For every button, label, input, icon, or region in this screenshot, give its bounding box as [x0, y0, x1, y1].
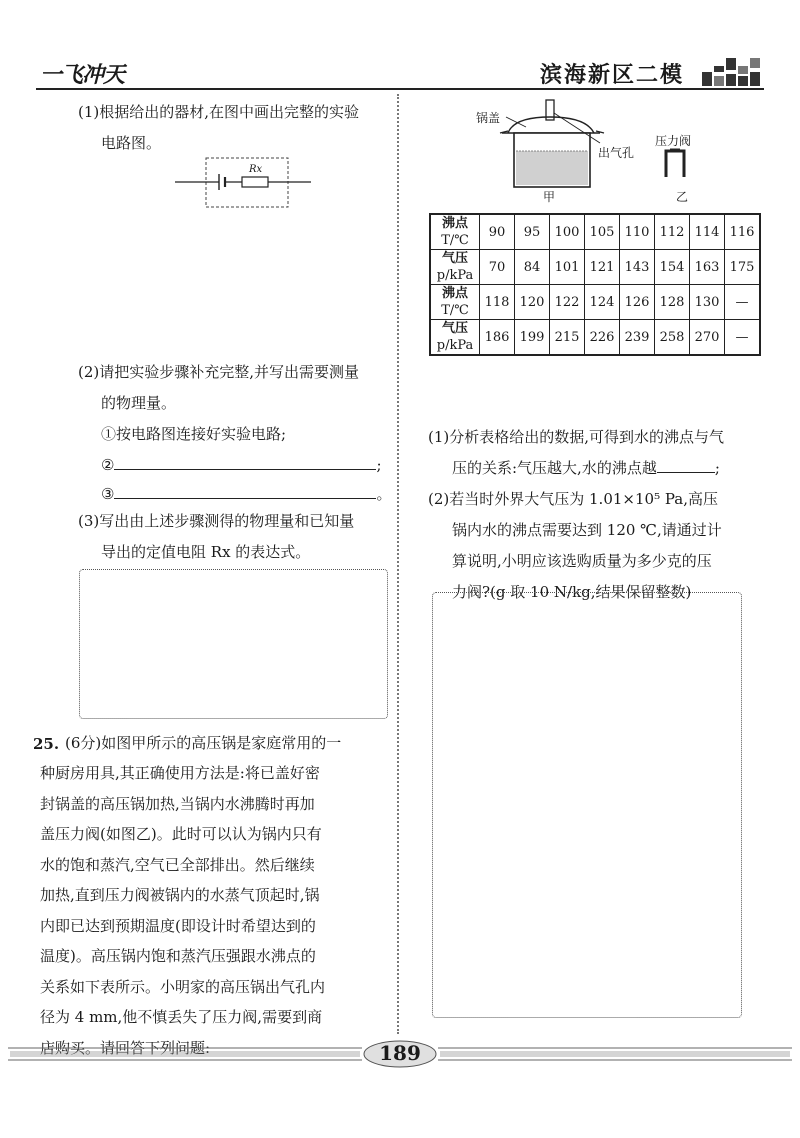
sq1-line1: (1)分析表格给出的数据,可得到水的沸点与气 — [428, 428, 725, 446]
q3-line2: 导出的定值电阻 Rx 的表达式。 — [101, 543, 311, 561]
valve-label: 压力阀 — [655, 134, 692, 148]
sq2-line4: 力阀?(g 取 10 N/kg,结果保留整数) — [452, 583, 692, 601]
q2-step3: ③ 。 — [101, 478, 391, 511]
vent-label: 出气孔 — [598, 146, 635, 160]
q3-line1: (3)写出由上述步骤测得的物理量和已知量 — [78, 512, 355, 530]
table-row: 气压 p/kPa 186 199 215 226 239 258 270 — — [430, 320, 760, 356]
q2-line1: (2)请把实验步骤补充完整,并写出需要测量 — [78, 363, 360, 381]
page-number: 189 — [379, 1041, 421, 1065]
step3-blank[interactable] — [114, 480, 376, 499]
q1-line1: (1)根据给出的器材,在图中画出完整的实验 — [78, 103, 360, 121]
table-row: 沸点 T/℃ 90 95 100 105 110 112 114 116 — [430, 214, 760, 250]
figure-b-label: 乙 — [676, 190, 689, 204]
column-divider — [397, 94, 399, 1034]
pressure-cooker-figure — [470, 95, 710, 205]
header-rule — [36, 88, 764, 90]
resistor-rx — [242, 177, 268, 187]
sq2-line2: 锅内水的沸点需要达到 120 ℃,请通过计 — [452, 521, 722, 539]
q25-body: 种厨房用具,其正确使用方法是:将已盖好密 封锅盖的高压锅加热,当锅内水沸腾时再加 盖压力阀(如图乙)。此时可以认为锅内只有 水的饱和蒸汽,空气已全部排出。然后继续 加热,直到压力阀被锅内的水蒸气顶起时,锅 内即已达到预期温度(即设计时希望达到的 温度)。高压锅内饱和蒸汽压强跟水沸点的 关系如下表所示。小明家的高压锅出气孔内 径为 4 mm,他不慎丢失了压力阀,需要到商 店购买。请回答下列问题: — [40, 764, 326, 1057]
sq1-line2: 压的关系:气压越大,水的沸点越 ; — [452, 452, 720, 485]
q2-line2: 的物理量。 — [101, 394, 177, 412]
brand-logo-text: 一飞冲天 — [40, 63, 125, 88]
q1-line2: 电路图。 — [101, 134, 162, 152]
checker-decoration — [702, 58, 762, 86]
q3-answer-box[interactable] — [79, 569, 388, 719]
table-row: 气压 p/kPa 70 84 101 121 143 154 163 175 — [430, 250, 760, 285]
lid-label: 锅盖 — [476, 111, 501, 125]
q25-text: (6分)如图甲所示的高压锅是家庭常用的一 — [65, 734, 342, 752]
table-row: 沸点 T/℃ 118 120 122 124 126 128 130 — — [430, 285, 760, 320]
circuit-diagram — [175, 155, 315, 211]
step2-blank[interactable] — [114, 451, 376, 470]
q2-step2: ② ; — [101, 449, 382, 482]
sq2-line1: (2)若当时外界大气压为 1.01×10⁵ Pa,高压 — [428, 490, 718, 508]
q25-number: 25. — [33, 735, 60, 753]
sq1-blank[interactable] — [657, 454, 715, 473]
q2-step1: ①按电路图连接好实验电路; — [101, 425, 287, 443]
sq2-line3: 算说明,小明应该选购质量为多少克的压 — [452, 552, 712, 570]
figure-a-label: 甲 — [543, 190, 556, 204]
sq2-answer-box[interactable] — [432, 592, 742, 1018]
page-header-title: 滨海新区二模 — [540, 62, 685, 88]
circuit-rx-label: Rx — [249, 164, 263, 175]
boiling-pressure-table — [429, 213, 761, 356]
